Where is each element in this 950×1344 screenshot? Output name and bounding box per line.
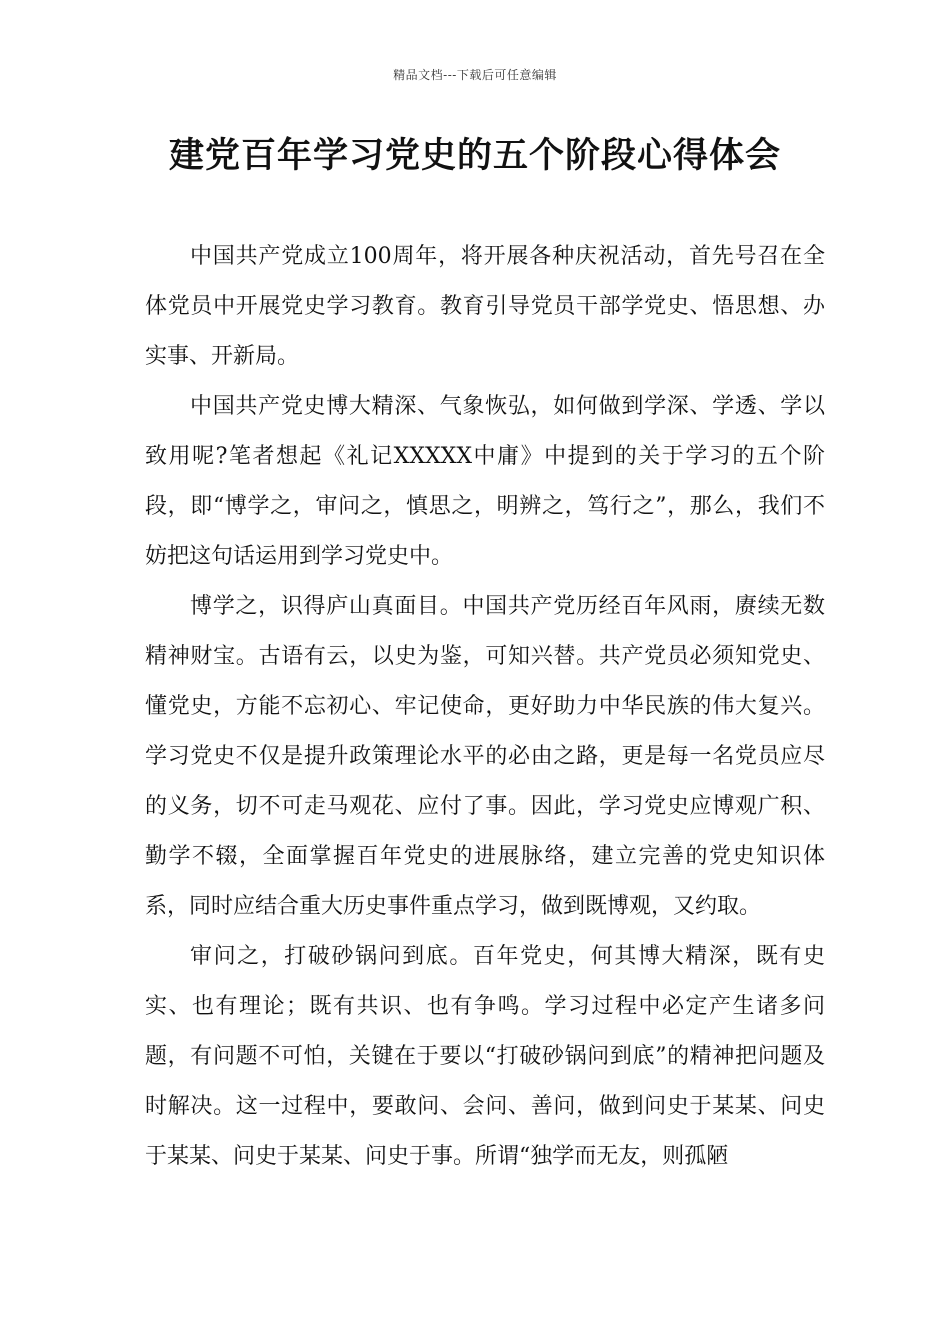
document-body bbox=[145, 232, 825, 1182]
paragraph-4: 审问之，打破砂锅问到底。百年党史，何其博大精深，既有史实、也有理论；既有共识、也有争鸣。学习过程中必定产生诸多问题，有问题不可怕，关键在于要以“打破砂锅问到底”的精神把问题及时解决。这一过程中，要敢问、会问、善问，做到问史于某某、问史于某某、问史于某某、问史于事。所谓“独学而无友，则孤陋 bbox=[145, 944, 825, 1169]
paragraph-1: 中国共产党成立100周年，将开展各种庆祝活动，首先号召在全体党员中开展党史学习教育。教育引导党员干部学党史、悟思想、办实事、开新局。 bbox=[145, 244, 825, 369]
header-note: 精品文档---下载后可任意编辑 bbox=[393, 68, 557, 82]
paragraph-2: 中国共产党史博大精深、气象恢弘，如何做到学深、学透、学以致用呢?笔者想起《礼记XXXXX中庸》中提到的关于学习的五个阶段，即“博学之，审问之，慎思之，明辨之，笃行之”，那么，我们不妨把这句话运用到学习党史中。 bbox=[145, 394, 825, 569]
document-title: 建党百年学习党史的五个阶段心得体会 bbox=[168, 135, 781, 176]
paragraph-3: 博学之，识得庐山真面目。中国共产党历经百年风雨，赓续无数精神财宝。古语有云，以史为鉴，可知兴替。共产党员必须知党史、懂党史，方能不忘初心、牢记使命，更好助力中华民族的伟大复兴。学习党史不仅是提升政策理论水平的必由之路，更是每一名党员应尽的义务，切不可走马观花、应付了事。因此，学习党史应博观广积、勤学不辍，全面掌握百年党史的进展脉络，建立完善的党史知识体系，同时应结合重大历史事件重点学习，做到既博观，又约取。 bbox=[145, 594, 825, 919]
